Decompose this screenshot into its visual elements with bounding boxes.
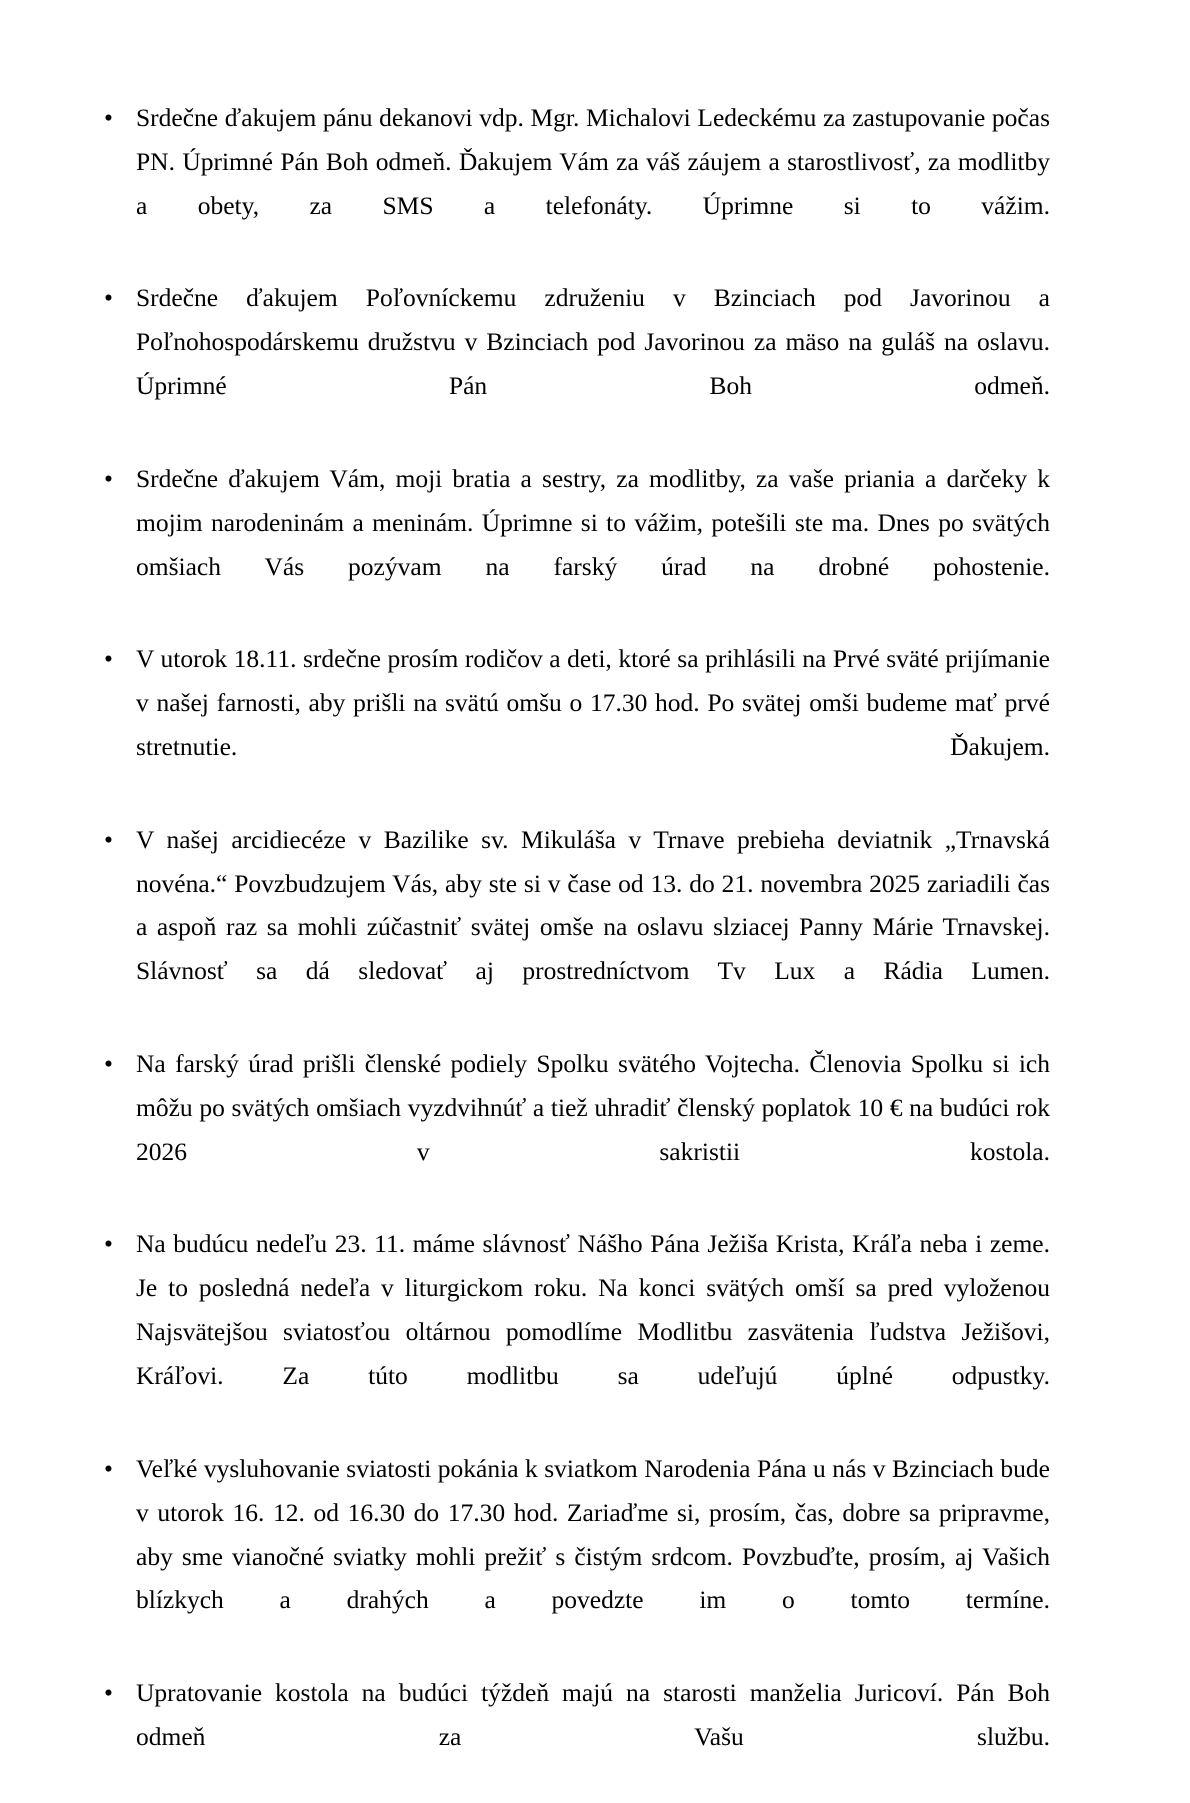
announcement-text: V našej arcidiecéze v Bazilike sv. Mikuláša v Trnave prebieha deviatnik „Trnavská novéna.“ Povzbudzujem Vás, aby ste si v čase od 13. do 21. novembra 2025 zariadili čas a aspoň raz sa mohli zúčastniť svätej omše na oslavu slziacej Panny Márie Trnavskej. Slávnosť sa dá sledovať aj prostredníctvom Tv Lux a Rádia Lumen. bbox=[136, 824, 1050, 986]
announcement-list bbox=[100, 96, 1050, 1803]
bullet-icon: • bbox=[104, 103, 113, 132]
announcement-text: Na budúcu nedeľu 23. 11. máme slávnosť Nášho Pána Ježiša Krista, Kráľa neba i zeme. Je to posledná nedeľa v liturgickom roku. Na konci svätých omší sa pred vyloženou Najsvätejšou sviatosťou oltárnou pomodlíme Modlitbu zasvätenia ľudstva Ježišovi, Kráľovi. Za túto modlitbu sa udeľujú úplné odpustky. bbox=[136, 1229, 1050, 1391]
announcement-text: Srdečne ďakujem pánu dekanovi vdp. Mgr. Michalovi Ledeckému za zastupovanie počas PN. Úprimné Pán Boh odmeň. Ďakujem Vám za váš záujem a starostlivosť, za modlitby a obety, za SMS a telefonáty. Úprimne si to vážim. bbox=[136, 103, 1050, 220]
announcement-text: Upratovanie kostola na budúci týždeň majú na starosti manželia Juricoví. Pán Boh odmeň za Vašu službu. bbox=[136, 1678, 1050, 1751]
announcement-item bbox=[100, 276, 1050, 451]
bullet-icon: • bbox=[104, 824, 113, 854]
announcement-text: Srdečne ďakujem Poľovníckemu združeniu v Bzinciach pod Javorinou a Poľnohospodárskemu družstvu v Bzinciach pod Javorinou za mäso na guláš na oslavu. Úprimné Pán Boh odmeň. bbox=[136, 283, 1050, 401]
announcement-text: Veľké vysluhovanie sviatosti pokánia k sviatkom Narodenia Pána u nás v Bzinciach bude v utorok 16. 12. od 16.30 do 17.30 hod. Zariaďme si, prosím, čas, dobre sa pripravme, aby sme vianočné sviatky mohli prežiť s čistým srdcom. Povzbuďte, prosím, aj Vašich blízkych a drahých a povedzte im o tomto termíne. bbox=[136, 1453, 1050, 1615]
bullet-icon: • bbox=[104, 1453, 113, 1483]
announcement-item bbox=[100, 457, 1050, 632]
announcement-item bbox=[100, 1222, 1050, 1441]
bullet-icon: • bbox=[104, 1049, 113, 1079]
announcement-text: V utorok 18.11. srdečne prosím rodičov a deti, ktoré sa prihlásili na Prvé sväté prijímanie v našej farnosti, aby prišli na svätú omšu o 17.30 hod. Po svätej omši budeme mať prvé stretnutie. Ďakujem. bbox=[136, 644, 1050, 762]
announcement-item bbox=[100, 818, 1050, 1037]
bullet-icon: • bbox=[104, 1229, 113, 1259]
bullet-icon: • bbox=[104, 644, 113, 674]
announcement-text: Srdečne ďakujem Vám, moji bratia a sestry, za modlitby, za vaše priania a darčeky k mojim narodeninám a meninám. Úprimne si to vážim, potešili ste ma. Dnes po svätých omšiach Vás pozývam na farský úrad na drobné pohostenie. bbox=[136, 463, 1050, 581]
announcement-item bbox=[100, 1042, 1050, 1217]
announcement-item bbox=[100, 1671, 1050, 1803]
bullet-icon: • bbox=[104, 463, 113, 493]
announcement-text: Na farský úrad prišli členské podiely Spolku svätého Vojtecha. Členovia Spolku si ich môžu po svätých omšiach vyzdvihnúť a tiež uhradiť členský poplatok 10 € na budúci rok 2026 v sakristii kostola. bbox=[136, 1049, 1050, 1166]
bullet-icon: • bbox=[104, 1678, 113, 1708]
bullet-icon: • bbox=[104, 283, 113, 313]
announcement-item bbox=[100, 1447, 1050, 1666]
announcement-item bbox=[100, 637, 1050, 812]
announcement-item bbox=[100, 96, 1050, 271]
